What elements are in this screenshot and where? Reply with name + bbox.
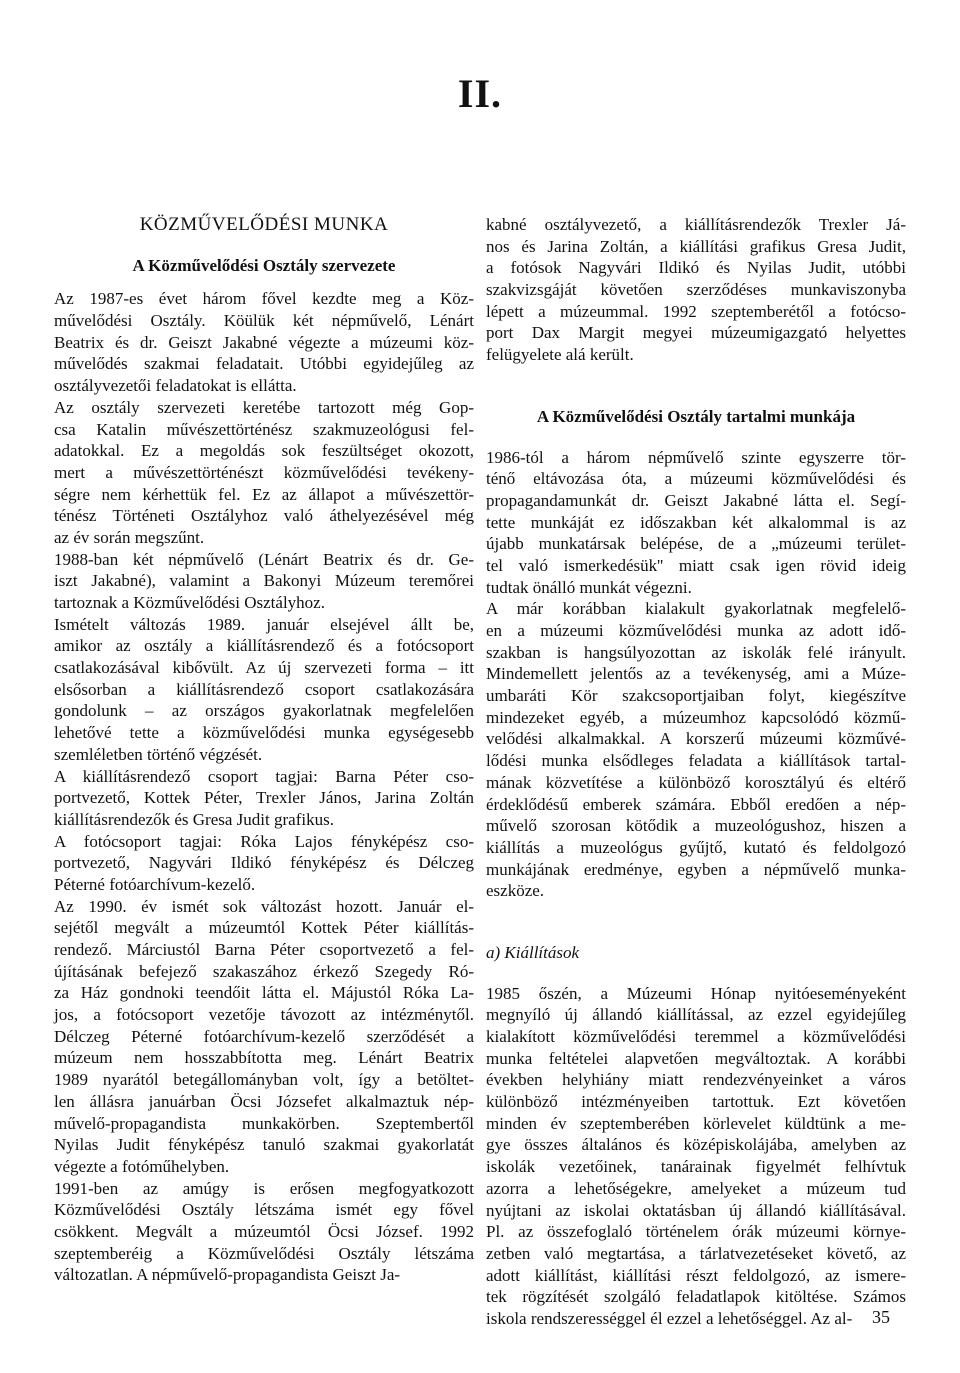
text-line: mert a művészettörténészt közművelődési tevékeny-	[54, 462, 474, 482]
text-line: Péterné fotóarchívum-kezelő.	[54, 874, 256, 894]
text-line: művelődési Osztály. Köülük két népművelő, Lénárt	[54, 311, 474, 331]
text-line: felügyelete alá került.	[486, 345, 634, 365]
text-line: mindezeket egyéb, a múzeumhoz kapcsolódó közmű-	[486, 707, 906, 727]
text-line: en a múzeumi közművelődési munka az adott idő-	[486, 621, 906, 640]
text-line: művelődés szakmai feladatait. Utóbbi egyidejűleg az	[54, 354, 474, 374]
text-line: művelő-propagandista munkakörben. Szeptembertől	[54, 1113, 474, 1133]
text-line: megnyíló új állandó kiállítással, az ezzel egyidejűleg	[486, 1005, 906, 1025]
text-line: szemléletben történő végzését.	[54, 744, 263, 764]
text-line: A kiállításrendező csoport tagjai: Barna Péter cso-	[54, 766, 474, 786]
right-body-text-top	[486, 214, 906, 366]
text-line: Mindemellett jelentős az a tevékenység, ami a Múze-	[486, 664, 906, 684]
text-line: lehetővé tette a közművelődési munka egységesebb	[54, 723, 474, 743]
text-line: eszköze.	[486, 881, 545, 901]
right-column	[486, 214, 906, 1330]
text-line: adott kiállítást, kiállítási részt feldolgozó, az ismere-	[486, 1265, 906, 1285]
text-line: elsősorban a kiállításrendező csoport csatlakozására	[54, 679, 474, 699]
text-line: A fotócsoport tagjai: Róka Lajos fényképész cso-	[54, 831, 474, 851]
text-line: 1985 őszén, a Múzeumi Hónap nyitóeseményeként	[486, 983, 906, 1003]
text-line: nyújtani az iskolai oktatásban új állandó kiállításával.	[486, 1200, 906, 1220]
text-line: kiállítás a muzeológus gyűjtő, kutató és feldolgozó	[486, 837, 906, 857]
text-line: amikor az osztály a kiállításrendező és a fotócsoport	[54, 636, 474, 656]
text-line: portvezető, Kottek Péter, Trexler János, Jarina Zoltán	[54, 788, 474, 808]
text-line: az év során megszűnt.	[54, 527, 205, 547]
text-line: port Dax Margit megyei múzeumigazgató helyettes	[486, 323, 906, 343]
text-line: Az 1987-es évet három fővel kezdte meg a Köz-	[54, 289, 474, 309]
text-line: nos és Jarina Zoltán, a kiállítási grafikus Gresa Judit,	[486, 236, 906, 256]
text-line: ténész Történeti Osztályhoz való áthelyezésével még	[54, 506, 474, 526]
text-line: velődési alkalmakkal. A korszerű múzeumi közművé-	[486, 729, 906, 749]
text-line: Pl. az összefoglaló történelem órák múzeumi környe-	[486, 1222, 906, 1242]
text-line: azorra a lehetőségekre, amelyeket a múzeum tud	[486, 1178, 906, 1198]
subsection-title-exhibitions: a) Kiállítások	[486, 942, 580, 962]
text-line: múzeum nem hosszabbította meg. Lénárt Beatrix	[54, 1048, 474, 1068]
text-line: különböző intézményeiben tartottuk. Ezt követően	[486, 1092, 906, 1112]
text-line: umbaráti Kör szakcsoportjaiban folyt, kiegészítve	[486, 686, 906, 706]
text-line: kabné osztályvezető, a kiállításrendezők Trexler Já-	[486, 215, 906, 234]
page-number: 35	[872, 1307, 890, 1327]
text-line: Délczeg Péterné fotóarchívum-kezelő szerződését a	[54, 1026, 474, 1046]
text-line: kialakított közművelődési teremmel a közművelődési	[486, 1027, 906, 1046]
text-line: 1989 nyarától betegállományban volt, így a betöltet-	[54, 1070, 474, 1090]
text-line: újabb munkatársak belépése, de a „múzeumi terület-	[486, 534, 906, 554]
text-line: ségre nem kérhettük fel. Ez az állapot a művészettör-	[54, 484, 474, 504]
text-line: zetben való megtartása, a tárlatvezetéseket követő, az	[486, 1243, 906, 1263]
text-line: változatlan. A népművelő-propagandista Geiszt Ja-	[54, 1265, 401, 1285]
text-line: rendező. Márciustól Barna Péter csoportvezető a fel-	[54, 940, 474, 959]
text-line: iskola rendszerességgel él ezzel a lehetőséggel. Az al-	[486, 1308, 853, 1328]
text-line: tek rögzítését szolgáló feladatlapok kitöltése. Számos	[486, 1287, 906, 1307]
text-line: gye összes általános és középiskolájába, amelyben az	[486, 1135, 906, 1155]
text-line: Az 1990. év ismét sok változást hozott. Január el-	[54, 896, 474, 916]
text-line: lépett a múzeummal. 1992 szeptemberétől a fotócso-	[486, 301, 906, 321]
subsection-title-content: A Közművelődési Osztály tartalmi munkája	[536, 406, 856, 426]
right-body-text-bottom	[486, 983, 906, 1330]
text-line: A már korábban kialakult gyakorlatnak megfelelő-	[486, 599, 906, 619]
text-line: sejétől megvált a múzeumtól Kottek Péter kiállítás-	[54, 918, 474, 938]
text-line: len állásra januárban Öcsi Józsefet alkalmaztuk nép-	[54, 1091, 474, 1111]
text-line: 1991-ben az amúgy is erősen megfogyatkozott	[54, 1178, 474, 1198]
text-line: propagandamunkát dr. Geiszt Jakabné látta el. Segí-	[486, 490, 906, 510]
text-line: csatlakozásával kibővült. Az új szervezeti forma – itt	[54, 658, 474, 678]
text-line: szakban is hangsúlyozottan az iskolák felé irányult.	[486, 642, 906, 662]
right-body-text-middle	[486, 447, 906, 902]
text-line: Nyilas Judit fényképész tanuló szakmai gyakorlatát	[54, 1135, 474, 1155]
text-line: 1986-tól a három népművelő szinte egyszerre tör-	[486, 447, 906, 467]
section-title: KÖZMŰVELŐDÉSI MUNKA	[139, 214, 389, 235]
text-line: munka feltételei alapvetően megváltoztak. A korábbi	[486, 1048, 906, 1068]
text-line: minden év szeptemberében körlevelet küldtünk a me-	[486, 1113, 906, 1133]
text-line: jos, a fotócsoport vezetője távozott az intézménytől.	[54, 1005, 474, 1025]
text-line: érdeklődésű emberek számára. Ebből eredően a nép-	[486, 794, 906, 814]
text-line: a fotósok Nagyvári Ildikó és Nyilas Judit, utóbbi	[486, 258, 906, 278]
text-line: években helyhiány miatt rendezvényeinket a város	[486, 1070, 906, 1090]
text-line: portvezető, Nagyvári Ildikó fényképész és Délczeg	[54, 853, 474, 873]
text-line: kiállításrendezők és Gresa Judit grafikus.	[54, 809, 334, 829]
text-line: szakvizsgáját követően szerződéses munkaviszonyba	[486, 280, 906, 300]
text-line: tartoznak a Közművelődési Osztályhoz.	[54, 593, 325, 612]
left-body-text	[54, 288, 474, 1286]
chapter-heading: II.	[457, 71, 503, 116]
text-line: szeptemberéig a Közművelődési Osztály létszáma	[54, 1243, 474, 1263]
text-line: Beatrix és dr. Geiszt Jakabné végezte a múzeumi köz-	[54, 332, 474, 352]
text-line: tette munkáját ez időszakban két alkalommal is az	[486, 512, 906, 532]
text-line: za Ház gondnoki teendőit látta el. Májustól Róka La-	[54, 983, 474, 1003]
text-line: gondolunk – az országos gyakorlatnak megfelelően	[54, 701, 474, 721]
text-line: Az osztály szervezeti keretébe tartozott még Gop-	[54, 397, 474, 417]
text-line: ténő eltávozása óta, a múzeumi közművelődési és	[486, 469, 906, 489]
text-line: újításának befejező szakaszához érkező Szegedy Ró-	[54, 961, 474, 981]
text-line: munkájának eredménye, egyben a népművelő munka-	[486, 859, 906, 879]
text-line: 1988-ban két népművelő (Lénárt Beatrix és dr. Ge-	[54, 549, 474, 569]
left-column	[54, 214, 474, 1286]
text-line: iskolák vezetőinek, tanárainak figyelmét felhívtuk	[486, 1157, 906, 1177]
text-line: végezte a fotóműhelyben.	[54, 1156, 230, 1176]
text-line: csökkent. Megvált a múzeumtól Öcsi József. 1992	[54, 1221, 474, 1241]
text-line: iszt Jakabné), valamint a Bakonyi Múzeum teremőrei	[54, 571, 474, 591]
text-line: tel való ismerkedésük'' miatt csak igen rövid ideig	[486, 555, 906, 575]
text-line: művelő szorosan kötődik a muzeológushoz, hiszen a	[486, 816, 906, 836]
text-line: adatokkal. Ez a megoldás sok feszültséget okozott,	[54, 441, 474, 461]
subsection-title-organization: A Közművelődési Osztály szervezete	[132, 255, 396, 275]
text-line: lődési munka elsődleges feladata a kiállítások tartal-	[486, 751, 906, 771]
text-line: mának közvetítése a különböző korosztályú és eltérő	[486, 772, 906, 792]
text-line: csa Katalin művészettörténész szakmuzeológusi fel-	[54, 419, 474, 439]
text-line: Ismételt változás 1989. január elsejével állt be,	[54, 614, 474, 634]
text-line: osztályvezetői feladatokat is ellátta.	[54, 376, 297, 396]
text-line: Közművelődési Osztály létszáma ismét egy fővel	[54, 1200, 474, 1220]
text-line: tudtak önálló munkát végezni.	[486, 577, 692, 597]
